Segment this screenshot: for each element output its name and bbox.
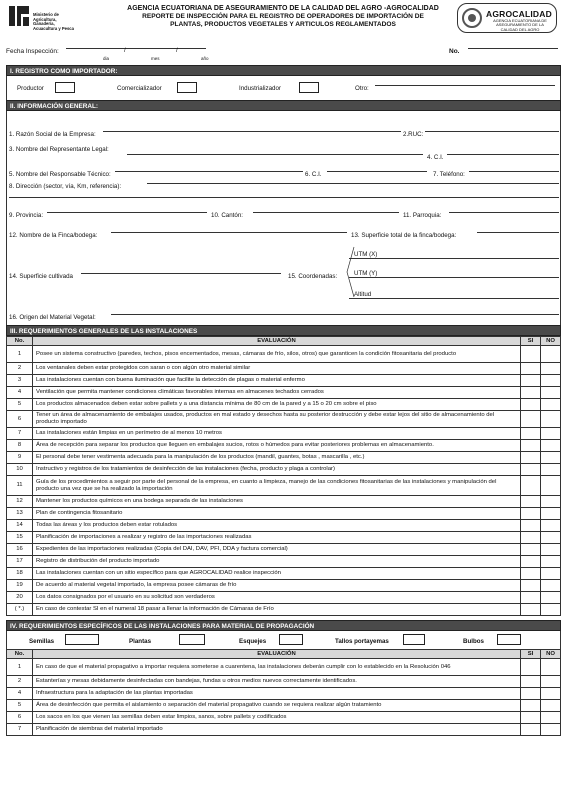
ano-label: año <box>201 56 209 61</box>
no-checkbox-cell[interactable] <box>541 387 561 399</box>
row-number: 1 <box>7 346 33 363</box>
row-number: ( *.) <box>7 604 33 616</box>
si-checkbox-cell[interactable] <box>521 452 541 464</box>
table-row <box>7 440 561 452</box>
row-evaluation-text: Posee un sistema constructivo (paredes, techos, pisos encementados, mesas, cámaras de frío, silos, otros) que garanticen la condición fitosanitaria del producto <box>33 346 521 363</box>
no-checkbox-cell[interactable] <box>541 659 561 676</box>
no-checkbox-cell[interactable] <box>541 604 561 616</box>
row-evaluation-text: Mantener los productos químicos en una bodega separada de las instalaciones <box>33 496 521 508</box>
ci-representante-input[interactable] <box>447 154 559 155</box>
row-number: 16 <box>7 544 33 556</box>
ruc-input[interactable] <box>425 131 559 132</box>
section-4-header: IV. REQUERIMIENTOS ESPECÍFICOS DE LAS INSTALACIONES PARA MATERIAL DE PROPAGACIÓN <box>6 620 561 631</box>
row-evaluation-text: Planificación de siembras del material importado <box>33 724 521 736</box>
row-evaluation-text: Planificación de importaciones a realizar y registro de las importaciones realizadas <box>33 532 521 544</box>
table-header-row: No. EVALUACIÓN SI NO <box>7 337 561 346</box>
row-number: 5 <box>7 700 33 712</box>
table-header-row: No. EVALUACIÓN SI NO <box>7 650 561 659</box>
si-checkbox-cell[interactable] <box>521 604 541 616</box>
row-evaluation-text: Tener un área de almacenamiento de embalajes usados, productos en mal estado y desechos hasta su posterior destrucción y debe estar lejos del sitio de almacenamiento del producto importado <box>33 411 521 428</box>
table-row <box>7 592 561 604</box>
section-1-header: I. REGISTRO COMO IMPORTADOR: <box>6 65 561 76</box>
origen-material-input[interactable] <box>111 314 559 315</box>
si-checkbox-cell[interactable] <box>521 592 541 604</box>
row-number: 13 <box>7 508 33 520</box>
no-checkbox-cell[interactable] <box>541 520 561 532</box>
table-row <box>7 346 561 363</box>
productor-checkbox[interactable] <box>55 82 75 93</box>
row-number: 18 <box>7 568 33 580</box>
table-row <box>7 556 561 568</box>
no-input[interactable] <box>468 48 558 49</box>
row-number: 10 <box>7 464 33 476</box>
no-checkbox-cell[interactable] <box>541 700 561 712</box>
table-row <box>7 387 561 399</box>
table-row <box>7 411 561 428</box>
tallos-checkbox[interactable] <box>403 634 425 645</box>
si-checkbox-cell[interactable] <box>521 440 541 452</box>
no-checkbox-cell[interactable] <box>541 580 561 592</box>
fecha-input[interactable] <box>66 48 206 49</box>
si-checkbox-cell[interactable] <box>521 556 541 568</box>
row-number: 7 <box>7 428 33 440</box>
row-number: 11 <box>7 476 33 496</box>
si-checkbox-cell[interactable] <box>521 580 541 592</box>
industrializador-checkbox[interactable] <box>299 82 319 93</box>
razon-social-input[interactable] <box>103 131 401 132</box>
section-3-header: III. REQUERIMIENTOS GENERALES DE LAS INSTALACIONES <box>6 325 561 336</box>
no-checkbox-cell[interactable] <box>541 688 561 700</box>
material-types-row: Semillas Plantas Esquejes Tallos portayemas Bulbos <box>6 631 561 649</box>
si-checkbox-cell[interactable] <box>521 464 541 476</box>
row-evaluation-text: Registro de distribución del producto importado <box>33 556 521 568</box>
row-evaluation-text: Expedientes de las importaciones realizadas (Copia del DAI, DAV, PFI, DDA y factura comercial) <box>33 544 521 556</box>
superficie-total-input[interactable] <box>477 232 559 233</box>
comercializador-checkbox[interactable] <box>177 82 197 93</box>
table-row <box>7 700 561 712</box>
no-checkbox-cell[interactable] <box>541 452 561 464</box>
si-checkbox-cell[interactable] <box>521 375 541 387</box>
ministry-emblem-icon <box>8 5 30 27</box>
agrocalidad-emblem-icon <box>462 8 482 28</box>
direccion-input[interactable] <box>147 183 559 184</box>
row-evaluation-text: De acuerdo al material vegetal importado, la empresa posee cámaras de frío <box>33 580 521 592</box>
table-row <box>7 399 561 411</box>
parroquia-input[interactable] <box>449 212 559 213</box>
row-evaluation-text: Área de recepción para separar los productos que lleguen en embalajes sucios, rotos o húmedos para evitar posteriores problemas en almacenamiento. <box>33 440 521 452</box>
table-row <box>7 580 561 592</box>
esquejes-checkbox[interactable] <box>279 634 303 645</box>
ministry-logo <box>8 5 78 29</box>
table-row <box>7 508 561 520</box>
no-checkbox-cell[interactable] <box>541 496 561 508</box>
utm-y-input[interactable] <box>349 277 559 278</box>
row-evaluation-text: Guía de los procedimientos a seguir por parte del personal de la empresa, en cuanto a limpieza, manejo de las condiciones fitosanitarias de las instalaciones y manipulación del producto una vez que se ha realizado la importación <box>33 476 521 496</box>
form-title: AGENCIA ECUATORIANA DE ASEGURAMIENTO DE LA CALIDAD DEL AGRO -AGROCALIDAD REPORTE DE INSPECCIÓN PARA EL REGISTRO DE OPERADORES DE IMPORTACIÓN DE PLANTAS, PRODUCTOS VEGETALES Y ARTICULOS REGLAMENTADOS <box>127 5 439 29</box>
section-2-header: II. INFORMACIÓN GENERAL: <box>6 100 561 111</box>
superficie-cultivada-input[interactable] <box>81 273 281 274</box>
direccion-input-2[interactable] <box>9 197 559 198</box>
si-checkbox-cell[interactable] <box>521 520 541 532</box>
row-number: 9 <box>7 452 33 464</box>
si-checkbox-cell[interactable] <box>521 700 541 712</box>
section-2-body: 1. Razón Social de la Empresa: 2.RUC: 3. Nombre del Representante Legal: 4. C.I. 5. Nombre del Responsable Técnico: 6. C.I. 7. Teléfono: 8. Dirección (sector, vía, Km, referencia): 9. Provincia: 10. Cantón: 11. Parroquia: 12. Nombre de la Finca/bodega: 13. Superficie total de la finca/bodega: 14. Superficie cultivada 15. Coordenadas: UTM (X) UTM (Y) Altitud 16. Origen del Material Vegetal: <box>6 111 561 325</box>
no-checkbox-cell[interactable] <box>541 592 561 604</box>
si-checkbox-cell[interactable] <box>521 363 541 375</box>
no-checkbox-cell[interactable] <box>541 411 561 428</box>
no-checkbox-cell[interactable] <box>541 532 561 544</box>
altitud-input[interactable] <box>349 298 559 299</box>
row-evaluation-text: En caso de contestar SI en el numeral 18 pasar a llenar la información de Cámaras de Frío <box>33 604 521 616</box>
row-evaluation-text: Área de desinfección que permita el aislamiento o separación del material propagativo cuando se requiera realizar algún tratamiento <box>33 700 521 712</box>
ci-responsable-input[interactable] <box>327 171 427 172</box>
row-evaluation-text: Estanterías y mesas debidamente desinfectadas con bandejas, fundas u otros medios nuevos correctamente identificados. <box>33 676 521 688</box>
utm-x-input[interactable] <box>349 258 559 259</box>
row-number: 3 <box>7 375 33 387</box>
si-checkbox-cell[interactable] <box>521 532 541 544</box>
table-row <box>7 568 561 580</box>
no-checkbox-cell[interactable] <box>541 724 561 736</box>
row-number: 2 <box>7 676 33 688</box>
no-checkbox-cell[interactable] <box>541 464 561 476</box>
row-number: 6 <box>7 712 33 724</box>
si-checkbox-cell[interactable] <box>521 428 541 440</box>
row-number: 1 <box>7 659 33 676</box>
propagation-requirements-table <box>6 649 561 736</box>
row-number: 8 <box>7 440 33 452</box>
row-number: 7 <box>7 724 33 736</box>
table-row <box>7 464 561 476</box>
no-checkbox-cell[interactable] <box>541 346 561 363</box>
finca-input[interactable] <box>111 232 347 233</box>
row-number: 4 <box>7 387 33 399</box>
mes-label: mes <box>151 56 160 61</box>
row-evaluation-text: Las instalaciones cuentan con buena iluminación que facilite la detección de plagas o material enfermo <box>33 375 521 387</box>
table-row <box>7 604 561 616</box>
si-checkbox-cell[interactable] <box>521 688 541 700</box>
si-checkbox-cell[interactable] <box>521 508 541 520</box>
row-evaluation-text: Las instalaciones están limpias en un perímetro de al menos 10 metros <box>33 428 521 440</box>
row-evaluation-text: Los sacos en los que vienen las semillas deben estar limpios, sanos, sobre pallets y codificados <box>33 712 521 724</box>
responsable-input[interactable] <box>115 171 303 172</box>
si-checkbox-cell[interactable] <box>521 411 541 428</box>
no-checkbox-cell[interactable] <box>541 508 561 520</box>
table-row <box>7 676 561 688</box>
table-row <box>7 520 561 532</box>
si-checkbox-cell[interactable] <box>521 496 541 508</box>
canton-input[interactable] <box>253 212 399 213</box>
general-requirements-table <box>6 336 561 616</box>
fecha-label: Fecha Inspección: <box>6 48 59 55</box>
table-row <box>7 496 561 508</box>
row-number: 20 <box>7 592 33 604</box>
table-row <box>7 544 561 556</box>
no-checkbox-cell[interactable] <box>541 568 561 580</box>
no-checkbox-cell[interactable] <box>541 440 561 452</box>
table-row <box>7 363 561 375</box>
si-checkbox-cell[interactable] <box>521 712 541 724</box>
form-header <box>6 3 561 43</box>
row-evaluation-text: El personal debe tener vestimenta adecuada para la manipulación de los productos (mandil, guantes, botas , mascarilla , etc.) <box>33 452 521 464</box>
dia-label: dia <box>103 56 110 61</box>
row-number: 2 <box>7 363 33 375</box>
no-checkbox-cell[interactable] <box>541 363 561 375</box>
bulbos-checkbox[interactable] <box>497 634 521 645</box>
table-row <box>7 688 561 700</box>
no-label: No. <box>449 48 460 55</box>
no-checkbox-cell[interactable] <box>541 375 561 387</box>
row-number: 15 <box>7 532 33 544</box>
row-evaluation-text: En caso de que el material propagativo a importar requiera someterse a cuarentena, las instalaciones deberán cumplir con lo establecido en la Resolución 046 <box>33 659 521 676</box>
si-checkbox-cell[interactable] <box>521 676 541 688</box>
table-row <box>7 659 561 676</box>
row-evaluation-text: Todas las áreas y los productos deben estar rotulados <box>33 520 521 532</box>
row-evaluation-text: Los productos almacenados deben estar sobre pallets y a una distancia mínima de 80 cm de la pared y a 15 o 20 cm sobre el piso <box>33 399 521 411</box>
table-row <box>7 532 561 544</box>
si-checkbox-cell[interactable] <box>521 387 541 399</box>
si-checkbox-cell[interactable] <box>521 476 541 496</box>
si-checkbox-cell[interactable] <box>521 659 541 676</box>
otro-input[interactable] <box>375 85 555 86</box>
table-row <box>7 476 561 496</box>
si-checkbox-cell[interactable] <box>521 399 541 411</box>
row-evaluation-text: Las instalaciones cuentan con un sitio específico para que AGROCALIDAD realice inspección <box>33 568 521 580</box>
provincia-input[interactable] <box>47 212 207 213</box>
no-checkbox-cell[interactable] <box>541 676 561 688</box>
row-evaluation-text: Instructivo y registros de los tratamientos de desinfección de las instalaciones (fecha, producto y plaga a controlar) <box>33 464 521 476</box>
no-checkbox-cell[interactable] <box>541 428 561 440</box>
row-number: 4 <box>7 688 33 700</box>
ministry-name: Ministerio de Agricultura, Ganadería, Acuacultura y Pesca <box>33 12 74 31</box>
table-row <box>7 375 561 387</box>
telefono-input[interactable] <box>469 171 559 172</box>
row-number: 17 <box>7 556 33 568</box>
si-checkbox-cell[interactable] <box>521 568 541 580</box>
no-checkbox-cell[interactable] <box>541 476 561 496</box>
representante-input[interactable] <box>127 154 423 155</box>
fecha-row: Fecha Inspección: / / dia mes año No. <box>6 43 561 65</box>
row-evaluation-text: Infraestructura para la adaptación de las plantas importadas <box>33 688 521 700</box>
si-checkbox-cell[interactable] <box>521 724 541 736</box>
si-checkbox-cell[interactable] <box>521 346 541 363</box>
no-checkbox-cell[interactable] <box>541 556 561 568</box>
row-number: 19 <box>7 580 33 592</box>
row-number: 12 <box>7 496 33 508</box>
si-checkbox-cell[interactable] <box>521 544 541 556</box>
table-row <box>7 712 561 724</box>
row-number: 6 <box>7 411 33 428</box>
row-number: 14 <box>7 520 33 532</box>
agrocalidad-logo: AGROCALIDAD AGENCIA ECUATORIANA DE ASEGURAMIENTO DE LA CALIDAD DEL AGRO <box>457 3 557 33</box>
semillas-checkbox[interactable] <box>65 634 99 645</box>
table-row <box>7 428 561 440</box>
row-evaluation-text: Ventilación que permita mantener condiciones climáticas favorables internas en almacenes techados cerrados <box>33 387 521 399</box>
row-evaluation-text: Plan de contingencia fitosanitario <box>33 508 521 520</box>
section-1-body: Productor Comercializador Industrializador Otro: <box>6 76 561 100</box>
row-number: 5 <box>7 399 33 411</box>
no-checkbox-cell[interactable] <box>541 399 561 411</box>
plantas-checkbox[interactable] <box>179 634 205 645</box>
table-row <box>7 452 561 464</box>
no-checkbox-cell[interactable] <box>541 544 561 556</box>
row-evaluation-text: Los datos consignados por el usuario en su solicitud son verdaderos <box>33 592 521 604</box>
table-row <box>7 724 561 736</box>
no-checkbox-cell[interactable] <box>541 712 561 724</box>
row-evaluation-text: Los ventanales deben estar protegidos con saran o con algún otro material similar <box>33 363 521 375</box>
